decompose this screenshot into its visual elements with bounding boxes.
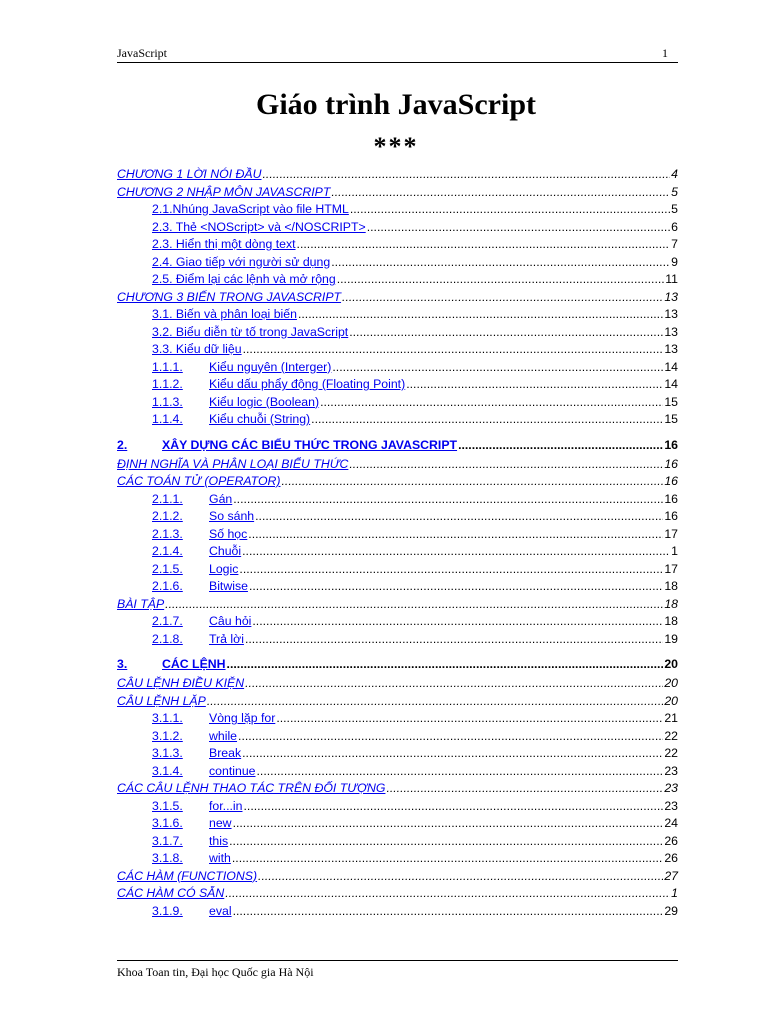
- toc-leader-dots: [245, 631, 663, 649]
- toc-entry[interactable]: [117, 710, 678, 728]
- toc-entry[interactable]: [117, 341, 678, 359]
- toc-entry-link[interactable]: Bitwise: [209, 579, 248, 593]
- toc-entry-link[interactable]: 2.4. Giao tiếp với người sử dụng: [152, 254, 331, 269]
- toc-entry-link[interactable]: Logic: [209, 561, 239, 576]
- toc-entry-link[interactable]: So sánh: [209, 509, 255, 523]
- toc-leader-dots: [332, 359, 663, 377]
- toc-entry-link[interactable]: CHƯƠNG 2 NHẬP MÔN JAVASCRIPT: [117, 184, 331, 199]
- toc-entry-link[interactable]: Gán: [209, 491, 233, 506]
- toc-entry[interactable]: [117, 456, 678, 474]
- toc-page-number: 5: [671, 184, 678, 199]
- toc-page-number: 16: [664, 474, 678, 488]
- toc-entry[interactable]: [117, 885, 678, 903]
- toc-leader-dots: [233, 903, 664, 921]
- toc-leader-dots: [311, 411, 663, 429]
- toc-entry-link[interactable]: ĐỊNH NGHĨA VÀ PHÂN LOẠI BIỂU THỨC: [117, 456, 349, 471]
- toc-leader-dots: [337, 271, 665, 289]
- toc-entry[interactable]: [117, 745, 678, 763]
- title-ornament: ***: [373, 132, 419, 161]
- toc-entry-link[interactable]: 3.2. Biểu diễn từ tố trong JavaScript: [152, 324, 349, 339]
- toc-leader-dots: [233, 815, 664, 833]
- toc-entry[interactable]: [117, 166, 678, 184]
- toc-page-number: 6: [671, 219, 678, 234]
- toc-entry[interactable]: [117, 578, 678, 596]
- toc-entry-link[interactable]: Câu hỏi: [209, 614, 252, 628]
- toc-leader-dots: [320, 394, 663, 412]
- toc-entry-number[interactable]: 2.1.8.: [152, 631, 183, 646]
- toc-leader-dots: [244, 798, 664, 816]
- toc-entry-number[interactable]: 3.1.6.: [152, 816, 183, 830]
- toc-page-number: 24: [664, 816, 678, 830]
- toc-page-number: 16: [664, 437, 678, 452]
- toc-entry[interactable]: [117, 763, 678, 781]
- toc-entry[interactable]: [117, 868, 678, 886]
- toc-entry-link[interactable]: XÂY DỰNG CÁC BIỂU THỨC TRONG JAVASCRIPT: [162, 437, 458, 452]
- toc-page-number: 19: [664, 631, 678, 646]
- toc-page-number: 23: [664, 763, 678, 778]
- toc-entry[interactable]: [117, 254, 678, 272]
- toc-entry-link[interactable]: CÁC LỆNH: [162, 657, 226, 671]
- toc-page-number: 26: [664, 851, 678, 865]
- toc-entry-link[interactable]: CÁC HÀM CÓ SẴN: [117, 886, 225, 900]
- toc-entry-number[interactable]: 3.: [117, 657, 128, 671]
- toc-entry-number[interactable]: 2.1.4.: [152, 544, 183, 558]
- toc-leader-dots: [255, 508, 663, 526]
- toc-page-number: 23: [664, 781, 678, 795]
- document-title: Giáo trình JavaScript: [255, 88, 536, 121]
- header-page-number: 1: [662, 46, 668, 60]
- toc-leader-dots: [386, 780, 663, 798]
- toc-entry-link[interactable]: while: [209, 728, 238, 743]
- toc-entry[interactable]: [117, 306, 678, 324]
- toc-leader-dots: [245, 675, 663, 693]
- toc-leader-dots: [252, 613, 663, 631]
- toc-entry[interactable]: [117, 394, 678, 412]
- toc-page-number: 11: [665, 272, 678, 286]
- toc-entry[interactable]: [117, 613, 678, 631]
- toc-leader-dots: [298, 306, 663, 324]
- toc-entry[interactable]: [117, 289, 678, 307]
- toc-entry[interactable]: [117, 675, 678, 693]
- toc-entry[interactable]: [117, 376, 678, 394]
- toc-entry-link[interactable]: CÁC HÀM (FUNCTIONS): [117, 868, 258, 883]
- toc-entry-number[interactable]: 1.1.4.: [152, 412, 183, 426]
- toc-leader-dots: [248, 526, 663, 544]
- toc-entry[interactable]: [117, 324, 678, 342]
- toc-page-number: 18: [664, 579, 678, 593]
- toc-entry[interactable]: [117, 435, 678, 455]
- toc-entry-link[interactable]: continue: [209, 763, 256, 778]
- toc-entry[interactable]: [117, 833, 678, 851]
- toc-entry[interactable]: [117, 201, 678, 219]
- toc-page-number: 20: [664, 676, 678, 690]
- toc-entry-link[interactable]: Số học: [209, 526, 248, 541]
- toc-entry-number[interactable]: 2.1.1.: [152, 491, 183, 506]
- toc-entry-link[interactable]: Kiểu chuỗi (String): [209, 412, 311, 426]
- page-footer: Khoa Toan tin, Đại học Quốc gia Hà Nội: [117, 960, 678, 980]
- toc-leader-dots: [242, 745, 663, 763]
- toc-entry[interactable]: [117, 596, 678, 614]
- toc-page-number: 14: [664, 377, 678, 391]
- toc-leader-dots: [229, 833, 663, 851]
- toc-entry-number[interactable]: 3.1.3.: [152, 746, 183, 760]
- toc-entry-link[interactable]: 2.5. Điểm lại các lệnh và mở rộng: [152, 272, 336, 286]
- toc-leader-dots: [331, 184, 670, 202]
- toc-page-number: 20: [664, 657, 678, 671]
- toc-entry-number[interactable]: 2.1.6.: [152, 579, 183, 593]
- toc-page-number: 7: [671, 237, 678, 251]
- toc-entry[interactable]: [117, 526, 678, 544]
- toc-page-number: 22: [664, 746, 678, 760]
- toc-entry-link[interactable]: this: [209, 833, 229, 848]
- toc-leader-dots: [233, 491, 663, 509]
- toc-page-number: 13: [664, 307, 678, 321]
- toc-page-number: 16: [664, 491, 678, 506]
- header-title: JavaScript: [117, 46, 167, 60]
- toc-page-number: 18: [664, 614, 678, 628]
- toc-entry[interactable]: [117, 219, 678, 237]
- toc-entry-link[interactable]: 3.3. Kiểu dữ liệu: [152, 342, 242, 356]
- toc-leader-dots: [297, 236, 671, 254]
- toc-leader-dots: [349, 456, 663, 474]
- toc-page-number: 17: [664, 526, 678, 541]
- toc-page-number: 20: [664, 693, 678, 708]
- toc-entry-number[interactable]: 3.1.7.: [152, 833, 183, 848]
- toc-entry-number[interactable]: 3.1.4.: [152, 763, 183, 778]
- toc-entry[interactable]: [117, 411, 678, 429]
- toc-entry-number[interactable]: 3.1.8.: [152, 851, 183, 865]
- toc-entry-number[interactable]: 3.1.2.: [152, 728, 183, 743]
- toc-entry[interactable]: [117, 508, 678, 526]
- toc-entry[interactable]: [117, 815, 678, 833]
- toc-page-number: 23: [664, 798, 678, 813]
- toc-page-number: 27: [664, 868, 678, 883]
- toc-entry-link[interactable]: Vòng lặp for: [209, 711, 276, 725]
- toc-entry-link[interactable]: Break: [209, 746, 242, 760]
- toc-entry[interactable]: [117, 473, 678, 491]
- toc-leader-dots: [367, 219, 670, 237]
- toc-entry[interactable]: [117, 561, 678, 579]
- toc-entry[interactable]: [117, 491, 678, 509]
- toc-leader-dots: [258, 868, 663, 886]
- toc-entry[interactable]: [117, 184, 678, 202]
- page-header: [117, 46, 678, 63]
- toc-page-number: 16: [664, 456, 678, 471]
- toc-entry-number[interactable]: 2.1.5.: [152, 561, 183, 576]
- toc-entry-link[interactable]: CHƯƠNG 3 BIẾN TRONG JAVASCRIPT: [117, 289, 342, 304]
- toc-entry[interactable]: [117, 654, 678, 674]
- toc-entry-link[interactable]: CHƯƠNG 1 LỜI NÓI ĐẦU: [117, 167, 262, 181]
- toc-leader-dots: [257, 763, 664, 781]
- toc-entry-link[interactable]: Kiểu nguyên (Interger): [209, 359, 332, 374]
- toc-entry-number[interactable]: 3.1.1.: [152, 711, 183, 725]
- toc-entry[interactable]: [117, 850, 678, 868]
- toc-leader-dots: [238, 728, 663, 746]
- toc-entry-number[interactable]: 1.1.1.: [152, 359, 183, 374]
- table-of-contents: [117, 166, 678, 920]
- toc-page-number: 13: [664, 289, 678, 304]
- toc-entry[interactable]: [117, 780, 678, 798]
- toc-leader-dots: [249, 578, 663, 596]
- toc-leader-dots: [243, 341, 664, 359]
- toc-entry[interactable]: [117, 798, 678, 816]
- toc-entry-link[interactable]: with: [209, 851, 231, 865]
- toc-entry[interactable]: [117, 543, 678, 561]
- toc-entry[interactable]: [117, 693, 678, 711]
- toc-leader-dots: [349, 324, 663, 342]
- toc-page-number: 5: [671, 202, 678, 216]
- toc-entry-number[interactable]: 3.1.9.: [152, 903, 183, 918]
- toc-leader-dots: [165, 596, 663, 614]
- toc-page-number: 14: [664, 359, 678, 374]
- toc-leader-dots: [406, 376, 663, 394]
- toc-entry-link[interactable]: 2.1.Nhúng JavaScript vào file HTML: [152, 202, 349, 216]
- toc-page-number: 26: [664, 833, 678, 848]
- toc-entry-number[interactable]: 2.1.2.: [152, 509, 183, 523]
- toc-page-number: 22: [664, 728, 678, 743]
- toc-page-number: 13: [664, 324, 678, 339]
- toc-entry-link[interactable]: 2.3. Hiển thị một dòng text: [152, 237, 296, 251]
- toc-leader-dots: [239, 561, 663, 579]
- toc-entry[interactable]: [117, 903, 678, 921]
- toc-entry-link[interactable]: BÀI TẬP: [117, 596, 165, 611]
- toc-entry[interactable]: [117, 359, 678, 377]
- toc-entry-link[interactable]: Kiểu dấu phẩy động (Floating Point): [209, 377, 406, 391]
- toc-page-number: 4: [671, 167, 678, 181]
- toc-entry[interactable]: [117, 728, 678, 746]
- toc-entry-number[interactable]: 2.: [117, 437, 128, 452]
- toc-entry-link[interactable]: eval: [209, 903, 232, 918]
- toc-entry[interactable]: [117, 631, 678, 649]
- toc-page-number: 15: [664, 394, 678, 409]
- toc-leader-dots: [225, 885, 670, 903]
- toc-page-number: 29: [664, 903, 678, 918]
- toc-entry-link[interactable]: Chuỗi: [209, 544, 242, 558]
- toc-page-number: 16: [664, 509, 678, 523]
- toc-entry-link[interactable]: 3.1. Biến và phân loại biến: [152, 307, 297, 321]
- toc-entry-link[interactable]: CÂU LỆNH ĐIỀU KIỆN: [117, 676, 245, 690]
- toc-leader-dots: [242, 543, 670, 561]
- toc-entry-number[interactable]: 3.1.5.: [152, 798, 183, 813]
- toc-page-number: 1: [671, 544, 678, 558]
- toc-entry-link[interactable]: new: [209, 816, 232, 830]
- toc-leader-dots: [276, 710, 663, 728]
- toc-page-number: 18: [664, 596, 678, 611]
- toc-entry[interactable]: [117, 236, 678, 254]
- toc-leader-dots: [342, 289, 663, 307]
- toc-page-number: 13: [664, 342, 678, 356]
- toc-leader-dots: [458, 435, 663, 455]
- toc-entry-number[interactable]: 2.1.3.: [152, 526, 183, 541]
- toc-leader-dots: [281, 473, 663, 491]
- toc-leader-dots: [232, 850, 663, 868]
- toc-entry-link[interactable]: 2.3. Thẻ <NOScript> và </NOSCRIPT>: [152, 219, 366, 234]
- toc-entry-number[interactable]: 2.1.7.: [152, 614, 183, 628]
- toc-leader-dots: [263, 166, 671, 184]
- toc-entry-link[interactable]: Trả lời: [209, 631, 244, 646]
- toc-leader-dots: [331, 254, 670, 272]
- toc-page-number: 1: [671, 886, 678, 900]
- toc-page-number: 21: [664, 711, 678, 725]
- toc-leader-dots: [207, 693, 663, 711]
- toc-entry[interactable]: [117, 271, 678, 289]
- toc-leader-dots: [227, 654, 664, 674]
- toc-entry-link[interactable]: Kiểu logic (Boolean): [209, 394, 320, 409]
- toc-page-number: 9: [671, 254, 678, 269]
- toc-page-number: 17: [664, 561, 678, 576]
- toc-entry-number[interactable]: 1.1.3.: [152, 394, 183, 409]
- toc-entry-link[interactable]: CÂU LỆNH LẶP: [117, 693, 206, 708]
- toc-page-number: 15: [664, 412, 678, 426]
- toc-entry-link[interactable]: CÁC TOÁN TỬ (OPERATOR): [117, 474, 281, 488]
- toc-entry-number[interactable]: 1.1.2.: [152, 377, 183, 391]
- toc-entry-link[interactable]: CÁC CÂU LỆNH THAO TÁC TRÊN ĐỐI TƯỢNG: [117, 781, 386, 795]
- toc-leader-dots: [350, 201, 670, 219]
- toc-entry-link[interactable]: for...in: [209, 798, 243, 813]
